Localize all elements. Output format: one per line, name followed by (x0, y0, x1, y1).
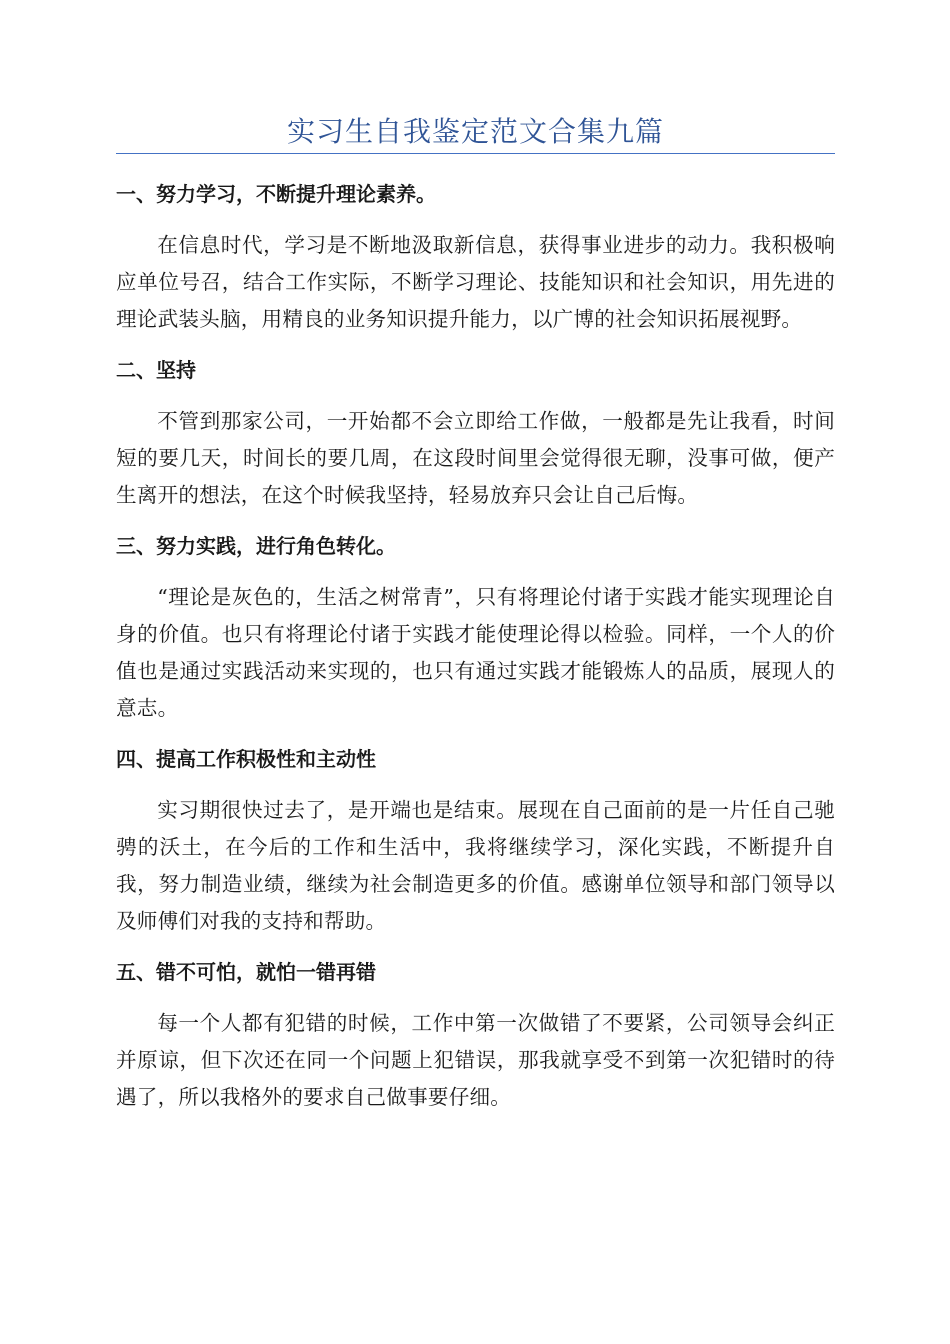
section-heading-5: 五、错不可怕，就怕一错再错 (116, 960, 376, 984)
section-heading-1: 一、努力学习，不断提升理论素养。 (116, 182, 436, 206)
section-paragraph-3: “理论是灰色的，生活之树常青”，只有将理论付诸于实践才能实现理论自身的价值。也只有将理论付诸于实践才能使理论得以检验。同样，一个人的价值也是通过实践活动来实现的，也只有通过实践才能锻炼人的品质，展现人的意志。 (116, 585, 835, 720)
section-paragraph-1: 在信息时代，学习是不断地汲取新信息，获得事业进步的动力。我积极响应单位号召，结合工作实际，不断学习理论、技能知识和社会知识，用先进的理论武装头脑，用精良的业务知识提升能力，以广博的社会知识拓展视野。 (116, 233, 835, 331)
document-body (116, 176, 835, 1130)
section-paragraph-2: 不管到那家公司，一开始都不会立即给工作做，一般都是先让我看，时间短的要几天，时间长的要几周，在这段时间里会觉得很无聊，没事可做，便产生离开的想法，在这个时候我坚持，轻易放弃只会让自己后悔。 (116, 409, 835, 507)
section-paragraph-5: 每一个人都有犯错的时候，工作中第一次做错了不要紧，公司领导会纠正并原谅，但下次还在同一个问题上犯错误，那我就享受不到第一次犯错时的待遇了，所以我格外的要求自己做事要仔细。 (116, 1011, 835, 1109)
section-heading-2: 二、坚持 (116, 358, 196, 382)
document-title: 实习生自我鉴定范文合集九篇 (286, 115, 664, 148)
section-heading-4: 四、提高工作积极性和主动性 (116, 747, 376, 771)
section-heading-3: 三、努力实践，进行角色转化。 (116, 534, 396, 558)
title-underline (116, 153, 835, 154)
section-paragraph-4: 实习期很快过去了，是开端也是结束。展现在自己面前的是一片任自己驰骋的沃土，在今后的工作和生活中，我将继续学习，深化实践，不断提升自我，努力制造业绩，继续为社会制造更多的价值。感谢单位领导和部门领导以及师傅们对我的支持和帮助。 (116, 798, 835, 933)
